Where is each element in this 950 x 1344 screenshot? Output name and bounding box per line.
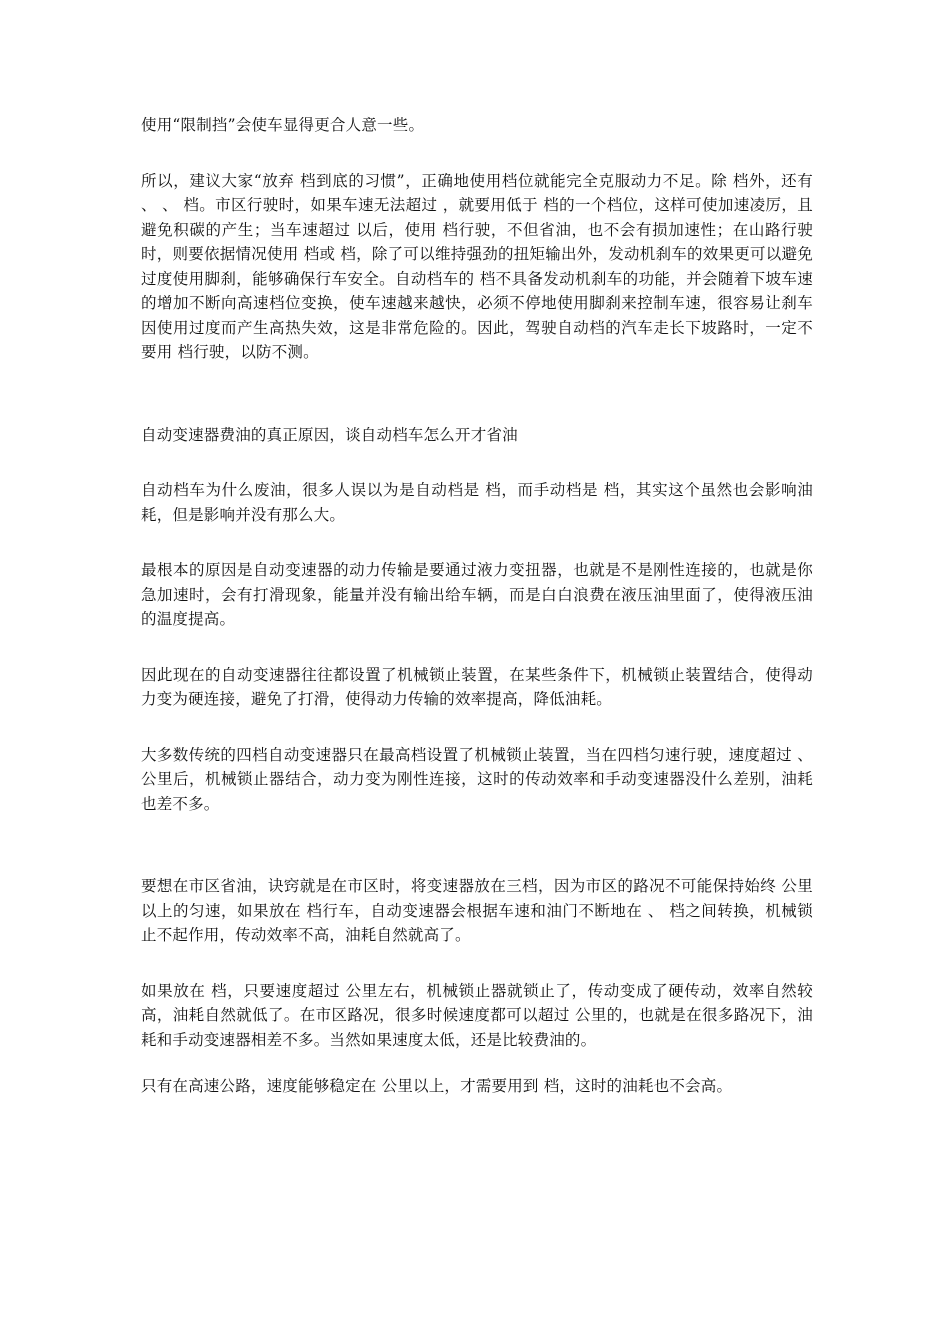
paragraph-highway: 只有在高速公路，速度能够稳定在 公里以上，才需要用到 档，这时的油耗也不会高。 — [141, 1077, 733, 1095]
paragraph-torque-converter: 最根本的原因是自动变速器的动力传输是要通过液力变扭器，也就是不是刚性连接的，也就是你急加速时，会有打滑现象，能量并没有输出给车辆，而是白白浪费在液压油里面了，使得液压油的温度提高。 — [141, 561, 813, 628]
paragraph-lockup-device: 因此现在的自动变速器往往都设置了机械锁止装置，在某些条件下，机械锁止装置结合，使得动力变为硬连接，避免了打滑，使得动力传输的效率提高，降低油耗。 — [141, 665, 813, 708]
section-title: 自动变速器费油的真正原因，谈自动档车怎么开才省油 — [141, 425, 518, 444]
document-body — [141, 113, 819, 1099]
paragraph-fuel-consumption-question: 自动档车为什么废油，很多人误以为是自动档是 档，而手动档是 档，其实这个虽然也会影响油耗，但是影响并没有那么大。 — [141, 481, 813, 524]
paragraph-limit-gear: 使用“限制挡”会使车显得更合人意一些。 — [141, 116, 425, 134]
paragraph-four-speed-lockup: 大多数传统的四档自动变速器只在最高档设置了机械锁止装置，当在四档匀速行驶，速度超过 、 公里后，机械锁止器结合，动力变为刚性连接，这时的传动效率和手动变速器没什么差别，油耗也差不多。 — [141, 745, 819, 813]
paragraph-city-driving: 要想在市区省油，诀窍就是在市区时，将变速器放在三档，因为市区的路况不可能保持始终 公里以上的匀速，如果放在 档行车，自动变速器会根据车速和油门不断地在 、 档之间转换，机械锁止不起作用，传动效率不高，油耗自然就高了。 — [141, 877, 813, 944]
paragraph-gear-usage-advice: 所以，建议大家“放弃 档到底的习惯”，正确地使用档位就能完全克服动力不足。除 档外，还有 、 、 档。市区行驶时，如果车速无法超过 ，就要用低于 档的一个档位，这样可使加速凌厉，且避免积碳的产生；当车速超过 以后，使用 档行驶，不但省油，也不会有损加速性；在山路行驶时，则要依据情况使用 档或 档，除了可以维持强劲的扭矩输出外，发动机刹车的效果更可以避免过度使用脚刹，能够确保行车安全。自动档车的 档不具备发动机刹车的功能，并会随着下坡车速的增加不断向高速档位变换，使车速越来越快，必须不停地使用脚刹来控制车速，很容易让刹车因使用过度而产生高热失效，这是非常危险的。因此，驾驶自动档的汽车走长下坡路时，一定不要用 档行驶，以防不测。 — [141, 171, 819, 361]
paragraph-third-gear: 如果放在 档，只要速度超过 公里左右，机械锁止器就锁止了，传动变成了硬传动，效率自然较高，油耗自然就低了。在市区路况，很多时候速度都可以超过 公里的，也就是在很多路况下，油耗和手动变速器相差不多。当然如果速度太低，还是比较费油的。 — [141, 981, 813, 1049]
